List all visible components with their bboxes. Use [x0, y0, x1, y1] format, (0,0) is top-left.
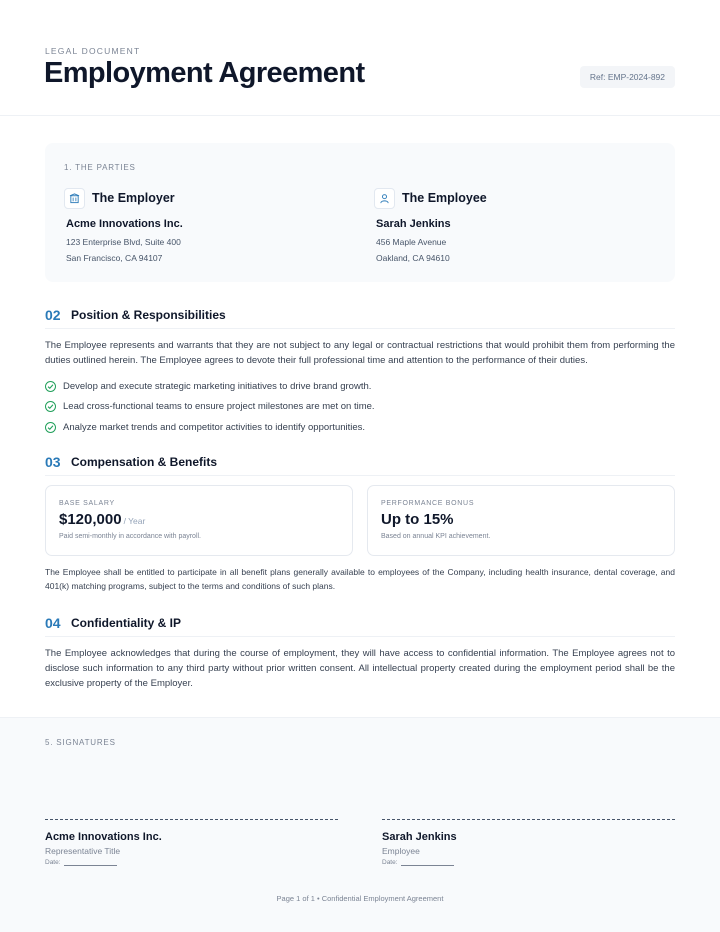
compensation-section-number: 03 — [45, 454, 61, 470]
list-item — [45, 397, 675, 418]
position-section-number: 02 — [45, 307, 61, 323]
page-footer: Page 1 of 1 • Confidential Employment Agreement — [276, 894, 444, 903]
employee-signature-date — [382, 859, 675, 866]
check-circle-icon — [45, 381, 56, 392]
signatures-section — [0, 717, 720, 932]
employer-signatory-title: Representative Title — [45, 846, 121, 856]
performance-bonus-value: Up to 15% — [381, 511, 454, 528]
responsibilities-list — [45, 376, 675, 438]
document-eyebrow: LEGAL DOCUMENT — [45, 46, 141, 56]
confidentiality-section-heading — [45, 615, 675, 637]
employer-address-line1: 123 Enterprise Blvd, Suite 400 — [66, 237, 181, 247]
signatures-label: 5. SIGNATURES — [45, 738, 116, 747]
confidentiality-paragraph: The Employee acknowledges that during the course of employment, they will have access to confidential information. The Employee agrees not to disclose such information to any third party without prior written consent. All intellectual property created during the employment period shall be the exclusive property of the Employer. — [45, 648, 675, 689]
person-icon — [374, 188, 395, 209]
employee-signatory-name: Sarah Jenkins — [382, 831, 457, 843]
employer-address-line2: San Francisco, CA 94107 — [66, 253, 163, 263]
position-section-title: Position & Responsibilities — [71, 308, 226, 322]
performance-bonus-label: PERFORMANCE BONUS — [381, 500, 475, 507]
parties-label: 1. THE PARTIES — [64, 163, 136, 172]
employer-block — [64, 187, 183, 263]
base-salary-note: Paid semi-monthly in accordance with payroll. — [59, 533, 202, 540]
base-salary-amount: $120,000 — [59, 511, 122, 528]
base-salary-card — [45, 485, 353, 556]
base-salary-label: BASE SALARY — [59, 500, 115, 507]
list-item-text: Lead cross-functional teams to ensure project milestones are met on time. — [63, 401, 375, 413]
reference-badge: Ref: EMP-2024-892 — [580, 66, 675, 88]
document-title: Employment Agreement — [44, 57, 365, 89]
base-salary-unit: / Year — [123, 516, 146, 526]
employee-address-line2: Oakland, CA 94610 — [376, 253, 450, 263]
list-item — [45, 376, 675, 397]
performance-bonus-note: Based on annual KPI achievement. — [381, 533, 491, 540]
date-label: Date: — [45, 859, 61, 866]
base-salary-value — [59, 511, 145, 528]
employee-address-line1: 456 Maple Avenue — [376, 237, 447, 247]
list-item-text: Develop and execute strategic marketing initiatives to drive brand growth. — [63, 380, 372, 392]
compensation-section-title: Compensation & Benefits — [71, 455, 218, 469]
performance-bonus-card — [367, 485, 675, 556]
date-field[interactable] — [401, 859, 454, 866]
employee-signature-line[interactable] — [382, 819, 675, 820]
list-item — [45, 417, 675, 438]
employer-signatory-name: Acme Innovations Inc. — [45, 831, 162, 843]
employee-role: The Employee — [402, 191, 487, 205]
position-section-heading — [45, 307, 675, 329]
check-circle-icon — [45, 422, 56, 433]
employee-signature-block — [382, 819, 675, 866]
benefits-paragraph: The Employee shall be entitled to participate in all benefit plans generally available to employees of the Company, including health insurance, dental coverage, and 401(k) matching programs, subject to the terms and conditions of such plans. — [45, 567, 675, 591]
confidentiality-section-number: 04 — [45, 615, 61, 631]
employer-name: Acme Innovations Inc. — [66, 218, 183, 230]
employer-signature-line[interactable] — [45, 819, 338, 820]
date-field[interactable] — [64, 859, 117, 866]
employer-signature-date — [45, 859, 338, 866]
employee-name: Sarah Jenkins — [376, 218, 451, 230]
position-paragraph: The Employee represents and warrants that they are not subject to any legal or contractual restrictions that would prohibit them from performing the duties outlined herein. The Employee agrees to devote their full professional time and attention to the performance of their duties. — [45, 340, 675, 366]
date-label: Date: — [382, 859, 398, 866]
employer-role: The Employer — [92, 191, 175, 205]
document-header — [0, 0, 720, 116]
check-circle-icon — [45, 401, 56, 412]
employee-block — [374, 187, 487, 263]
compensation-section-heading — [45, 454, 675, 476]
confidentiality-section-title: Confidentiality & IP — [71, 616, 182, 630]
building-icon — [64, 188, 85, 209]
employee-signatory-title: Employee — [382, 846, 420, 856]
employer-signature-block — [45, 819, 338, 866]
list-item-text: Analyze market trends and competitor activities to identify opportunities. — [63, 421, 366, 433]
parties-panel — [45, 143, 675, 282]
